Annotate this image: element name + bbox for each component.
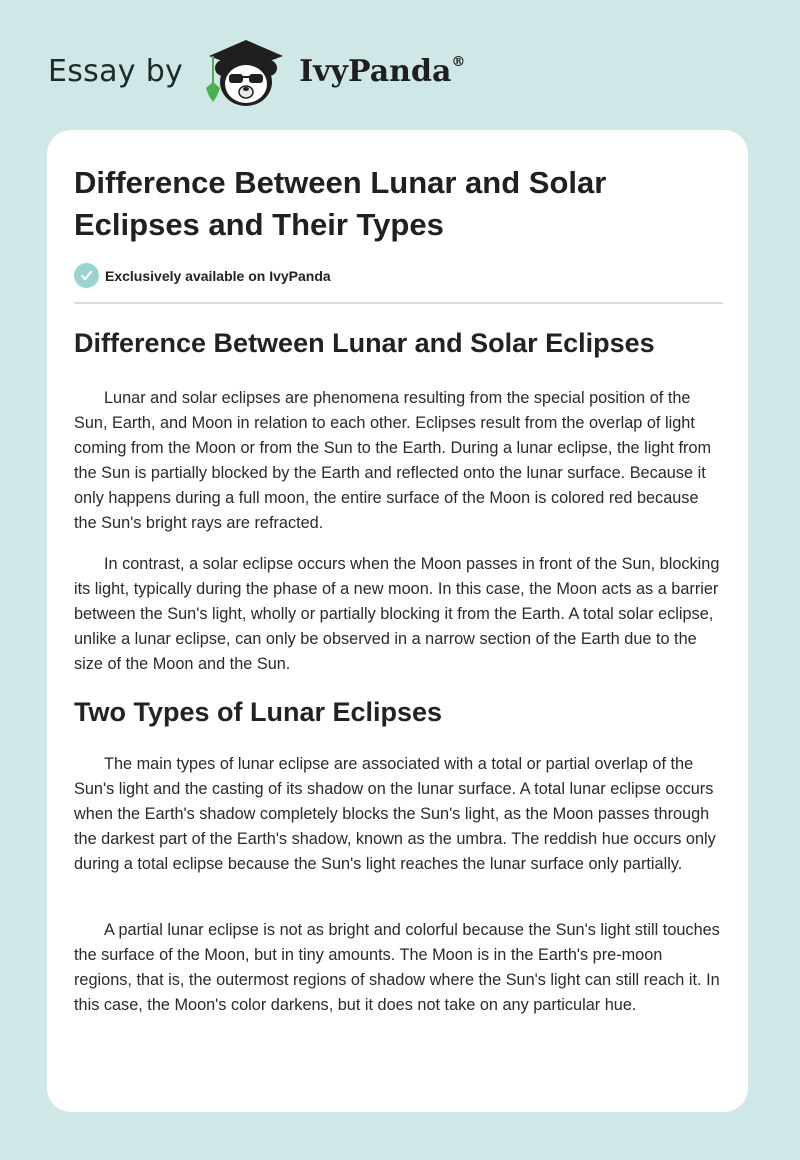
essay-card <box>47 130 748 1112</box>
check-icon <box>74 263 99 288</box>
paragraph: The main types of lunar eclipse are associated with a total or partial overlap of the Sun's light and the casting of its shadow on the lunar surface. A total lunar eclipse occurs when the Earth's shadow completely blocks the Sun's light, as the Moon passes through the darkest part of the Earth's shadow, known as the umbra. The reddish hue occurs only during a total eclipse because the Sun's light reaches the lunar surface only partially. <box>74 755 716 873</box>
divider <box>74 302 723 304</box>
brand-name-text: IvyPanda <box>299 54 452 89</box>
ivypanda-logo-icon <box>201 36 291 108</box>
brand-header <box>48 36 465 108</box>
registered-mark: ® <box>451 54 466 70</box>
section-heading-lunar-types: Two Types of Lunar Eclipses <box>74 697 443 727</box>
exclusive-badge <box>74 263 331 288</box>
paragraph: In contrast, a solar eclipse occurs when the Moon passes in front of the Sun, blocking its light, typically during the phase of a new moon. In this case, the Moon acts as a barrier between the Sun's light, wholly or partially blocking it from the Earth. A total solar eclipse, unlike a lunar eclipse, can only be observed in a narrow section of the Earth due to the size of the Moon and the Sun. <box>74 555 720 673</box>
exclusive-label: Exclusively available on IvyPanda <box>105 267 331 284</box>
brand-name <box>299 54 466 89</box>
paragraph: A partial lunar eclipse is not as bright and colorful because the Sun's light still touches the surface of the Moon, but in tiny amounts. The Moon is in the Earth's pre-moon regions, that is, the outermost regions of shadow where the Sun's light can still reach it. In this case, the Moon's color darkens, but it does not take on any particular hue. <box>74 921 720 1014</box>
essay-by-label: Essay by <box>48 54 184 89</box>
paragraph: Lunar and solar eclipses are phenomena resulting from the special position of the Sun, Earth, and Moon in relation to each other. Eclipses result from the overlap of light coming from the Moon or from the Sun to the Earth. During a lunar eclipse, the light from the Sun is partially blocked by the Earth and reflected onto the lunar surface. Because it only happens during a full moon, the entire surface of the Moon is colored red because the Sun's bright rays are refracted. <box>74 389 712 532</box>
page-title: Difference Between Lunar and Solar Eclipses and Their Types <box>74 165 607 242</box>
section-heading-difference: Difference Between Lunar and Solar Eclipses <box>74 328 655 358</box>
